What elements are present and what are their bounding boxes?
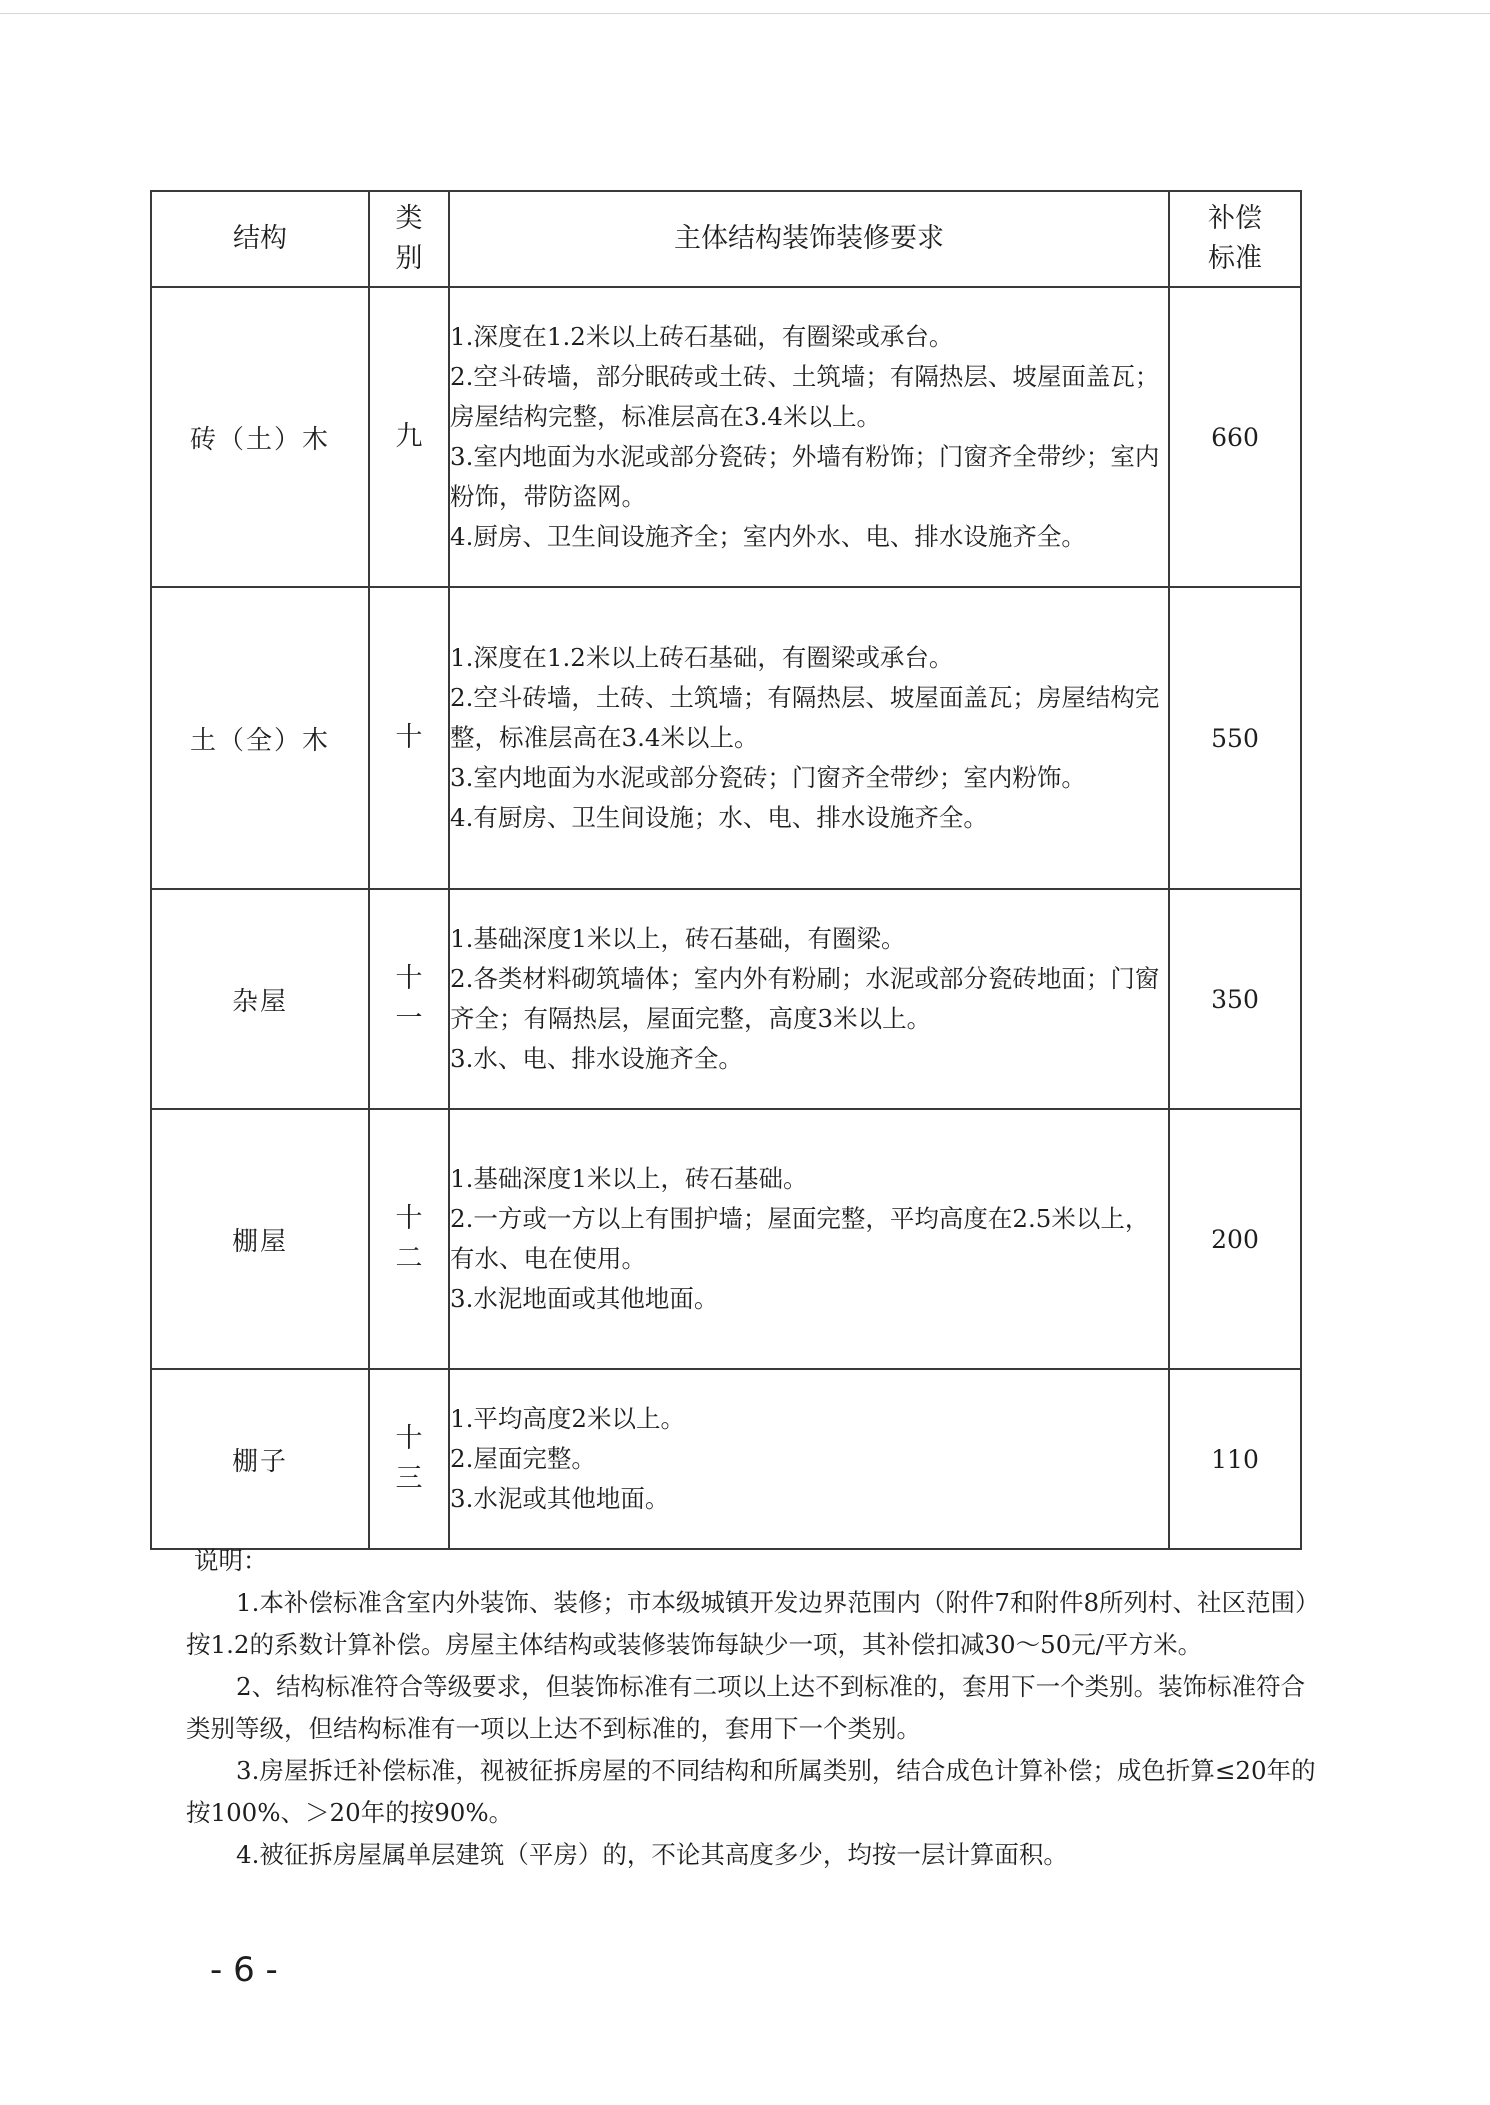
requirement-item: 3.水泥地面或其他地面。 <box>450 1284 719 1313</box>
top-rule <box>0 13 1490 14</box>
row-requirements <box>449 587 1169 889</box>
table-row <box>151 287 1301 587</box>
header-standard: 补偿标准 <box>1169 191 1301 287</box>
header-requirements: 主体结构装饰装修要求 <box>449 191 1169 287</box>
note-item: 3.房屋拆迁补偿标准，视被征拆房屋的不同结构和所属类别，结合成色计算补偿；成色折算≤20年的按100%、＞20年的按90%。 <box>186 1756 1316 1827</box>
requirement-item: 2.空斗砖墙，部分眠砖或土砖、土筑墙；有隔热层、坡屋面盖瓦；房屋结构完整，标准层高在3.4米以上。 <box>450 362 1160 431</box>
row-standard: 660 <box>1169 287 1301 587</box>
row-category <box>369 1369 449 1549</box>
row-requirements <box>449 889 1169 1109</box>
requirement-item: 2.空斗砖墙，土砖、土筑墙；有隔热层、坡屋面盖瓦；房屋结构完整，标准层高在3.4米以上。 <box>450 683 1160 752</box>
row-category <box>369 587 449 889</box>
requirement-item: 1.平均高度2米以上。 <box>450 1404 685 1433</box>
row-standard: 550 <box>1169 587 1301 889</box>
requirement-item: 1.深度在1.2米以上砖石基础，有圈梁或承台。 <box>450 643 954 672</box>
row-category-text: 九 <box>395 421 423 452</box>
requirement-item: 3.室内地面为水泥或部分瓷砖；外墙有粉饰；门窗齐全带纱；室内粉饰，带防盗网。 <box>450 442 1160 511</box>
note-item: 1.本补偿标准含室内外装饰、装修；市本级城镇开发边界范围内（附件7和附件8所列村、社区范围）按1.2的系数计算补偿。房屋主体结构或装修装饰每缺少一项，其补偿扣减30～50元/平方米。 <box>186 1588 1308 1659</box>
requirement-item: 4.有厨房、卫生间设施；水、电、排水设施齐全。 <box>450 803 988 832</box>
row-category <box>369 889 449 1109</box>
requirement-item: 3.水、电、排水设施齐全。 <box>450 1044 743 1073</box>
requirement-item: 2.屋面完整。 <box>450 1444 596 1473</box>
requirement-item: 2.一方或一方以上有围护墙；屋面完整，平均高度在2.5米以上，有水、电在使用。 <box>450 1204 1150 1273</box>
table-row <box>151 1369 1301 1549</box>
row-standard: 200 <box>1169 1109 1301 1369</box>
notes <box>186 1540 1316 1876</box>
requirement-item: 1.深度在1.2米以上砖石基础，有圈梁或承台。 <box>450 322 954 351</box>
requirement-item: 3.水泥或其他地面。 <box>450 1484 670 1513</box>
table-row <box>151 1109 1301 1369</box>
row-structure: 杂屋 <box>151 889 369 1109</box>
page-number: - 6 - <box>210 1950 278 1990</box>
table-row <box>151 889 1301 1109</box>
row-category <box>369 287 449 587</box>
row-category-text: 十 <box>395 722 423 753</box>
row-structure: 砖（土）木 <box>151 287 369 587</box>
header-structure: 结构 <box>151 191 369 287</box>
header-row <box>151 191 1301 287</box>
row-structure: 棚子 <box>151 1369 369 1549</box>
row-category-text: 十二 <box>395 1203 423 1274</box>
header-category: 类别 <box>369 191 449 287</box>
note-item: 4.被征拆房屋属单层建筑（平房）的，不论其高度多少，均按一层计算面积。 <box>236 1840 1068 1869</box>
row-standard: 350 <box>1169 889 1301 1109</box>
row-category <box>369 1109 449 1369</box>
row-category-text: 十三 <box>395 1423 423 1494</box>
row-standard: 110 <box>1169 1369 1301 1549</box>
row-structure: 棚屋 <box>151 1109 369 1369</box>
row-category-text: 十一 <box>395 963 423 1034</box>
requirement-item: 3.室内地面为水泥或部分瓷砖；门窗齐全带纱；室内粉饰。 <box>450 763 1086 792</box>
table-row <box>151 587 1301 889</box>
row-requirements <box>449 1369 1169 1549</box>
requirement-item: 1.基础深度1米以上，砖石基础。 <box>450 1164 808 1193</box>
notes-label: 说明： <box>194 1546 268 1575</box>
row-requirements <box>449 287 1169 587</box>
requirement-item: 1.基础深度1米以上，砖石基础，有圈梁。 <box>450 924 906 953</box>
requirement-item: 4.厨房、卫生间设施齐全；室内外水、电、排水设施齐全。 <box>450 522 1086 551</box>
requirement-item: 2.各类材料砌筑墙体；室内外有粉刷；水泥或部分瓷砖地面；门窗齐全；有隔热层，屋面完整，高度3米以上。 <box>450 964 1160 1033</box>
compensation-table <box>150 190 1302 1550</box>
note-item: 2、结构标准符合等级要求，但装饰标准有二项以上达不到标准的，套用下一个类别。装饰标准符合类别等级，但结构标准有一项以上达不到标准的，套用下一个类别。 <box>186 1672 1306 1743</box>
row-requirements <box>449 1109 1169 1369</box>
row-structure: 土（全）木 <box>151 587 369 889</box>
